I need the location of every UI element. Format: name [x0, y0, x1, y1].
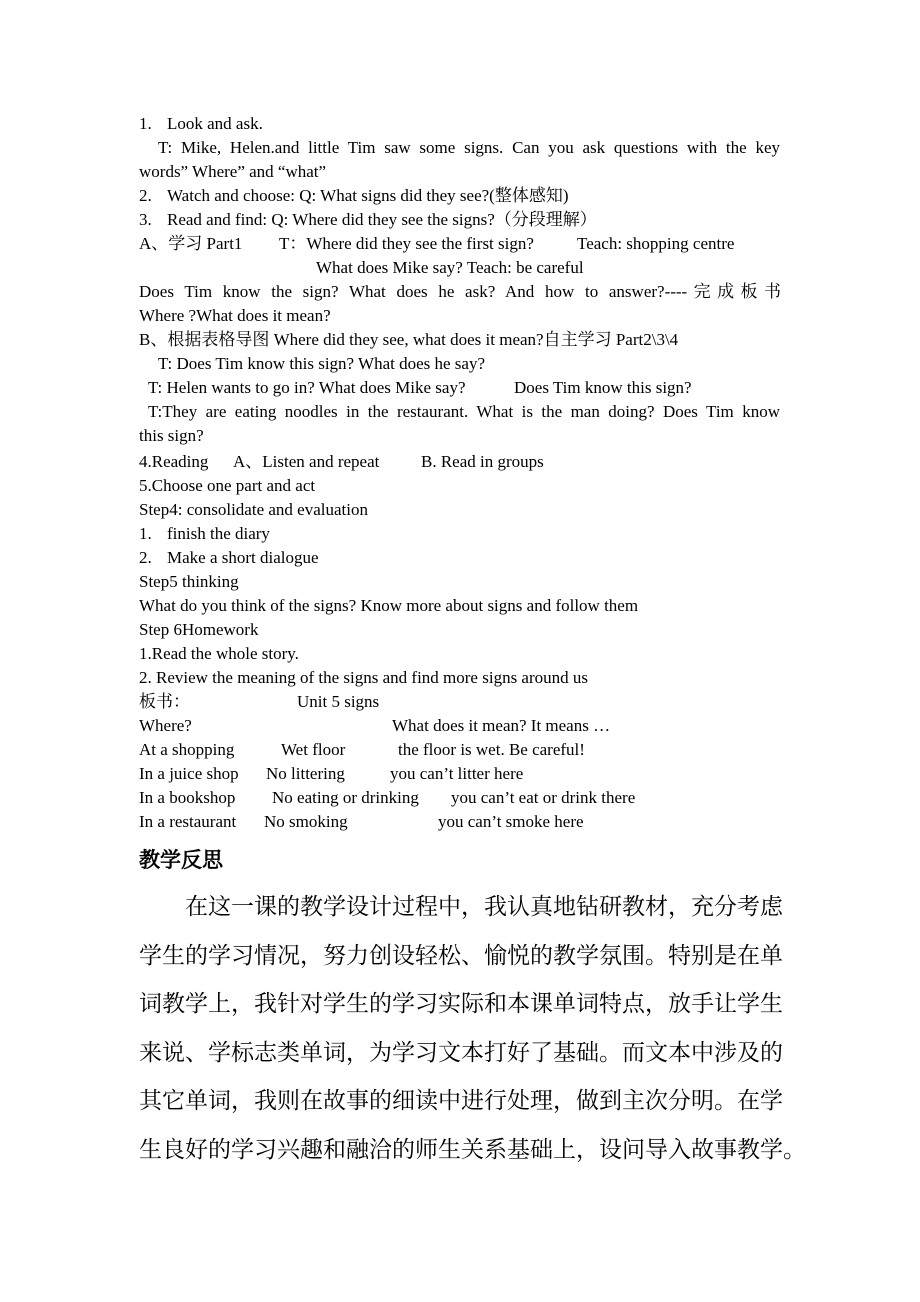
item-number: 2. [139, 548, 152, 567]
board-meaning: you can’t smoke here [438, 812, 584, 831]
board-label: 板书： [139, 692, 190, 711]
text-line: words” Where” and “what” [139, 162, 327, 181]
board-title: Unit 5 signs [297, 692, 380, 711]
item-text: finish the diary [167, 524, 270, 543]
board-meaning: the floor is wet. Be careful! [398, 740, 585, 759]
question-a: T: Helen wants to go in? What does Mike say? [148, 378, 466, 397]
part-question: T：Where did they see the first sign? [279, 234, 534, 253]
reflection-line: 学生的学习情况，努力创设轻松、愉悦的教学氛围。特别是在单 [139, 942, 783, 969]
text-line: this sign? [139, 426, 204, 445]
board-place: In a juice shop [139, 764, 239, 783]
step-item [139, 184, 781, 208]
text-line: What does Mike say? Teach: be careful [316, 258, 584, 277]
board-sign: No smoking [264, 812, 348, 831]
item-text: Make a short dialogue [167, 548, 319, 567]
question-b: Does Tim know this sign? [514, 378, 692, 397]
reflection-line: 其它单词，我则在故事的细读中进行处理，做到主次分明。在学 [139, 1088, 783, 1114]
text-line: 1.Read the whole story. [139, 644, 299, 663]
item-text: Read and find: Q: Where did they see the signs?（分段理解） [167, 210, 597, 229]
reflection-heading: 教学反思 [139, 848, 223, 872]
board-header-where: Where? [139, 716, 192, 735]
item-number: 2. [139, 186, 152, 205]
text-line: T: Mike, Helen.and little Tim saw some signs. Can you ask questions with the key [158, 138, 780, 157]
step-heading: Step 6Homework [139, 620, 259, 639]
board-sign: No littering [266, 764, 345, 783]
board-header-meaning: What does it mean? It means … [392, 716, 611, 735]
reading-option-b: B. Read in groups [421, 452, 544, 471]
text-line: T:They are eating noodles in the restaurant. What is the man doing? Does Tim know [148, 402, 780, 421]
step-item [139, 112, 781, 136]
step-item [139, 208, 781, 232]
board-place: At a shopping [139, 740, 235, 759]
text-line: T: Does Tim know this sign? What does he say? [158, 354, 486, 373]
item-number: 1. [139, 524, 152, 543]
step-item [139, 522, 781, 546]
board-place: In a restaurant [139, 812, 237, 831]
item-text: Watch and choose: Q: What signs did they see?(整体感知) [167, 186, 569, 205]
board-sign: Wet floor [281, 740, 346, 759]
item-text: Look and ask. [167, 114, 263, 133]
item-number: 3. [139, 210, 152, 229]
reflection-line: 在这一课的教学设计过程中，我认真地钻研教材，充分考虑 [185, 894, 783, 920]
part-teach: Teach: shopping centre [577, 234, 735, 253]
reading-label: 4.Reading [139, 452, 209, 471]
part-label: A、学习 Part1 [139, 234, 243, 253]
text-line: What do you think of the signs? Know more about signs and follow them [139, 596, 639, 615]
text-line: Does Tim know the sign? What does he ask? And how to answer?----完成板书 [139, 282, 781, 301]
reflection-line: 生良好的学习兴趣和融洽的师生关系基础上，设问导入故事教学。 [139, 1136, 806, 1163]
board-sign: No eating or drinking [272, 788, 419, 807]
text-line: 5.Choose one part and act [139, 476, 316, 495]
board-place: In a bookshop [139, 788, 236, 807]
text-line: Where ?What does it mean? [139, 306, 331, 325]
item-number: 1. [139, 114, 152, 133]
reflection-line: 来说、学标志类单词，为学习文本打好了基础。而文本中涉及的 [139, 1039, 783, 1066]
reflection-line: 词教学上，我针对学生的学习实际和本课单词特点，放手让学生 [139, 991, 783, 1017]
text-line: 2. Review the meaning of the signs and find more signs around us [139, 668, 589, 687]
board-meaning: you can’t eat or drink there [451, 788, 636, 807]
board-meaning: you can’t litter here [390, 764, 524, 783]
step-item [139, 546, 781, 570]
text-line: B、根据表格导图 Where did they see, what does it mean?自主学习 Part2\3\4 [139, 330, 679, 349]
step-heading: Step4: consolidate and evaluation [139, 500, 368, 519]
reading-option-a: A、Listen and repeat [233, 452, 380, 471]
step-heading: Step5 thinking [139, 572, 239, 591]
